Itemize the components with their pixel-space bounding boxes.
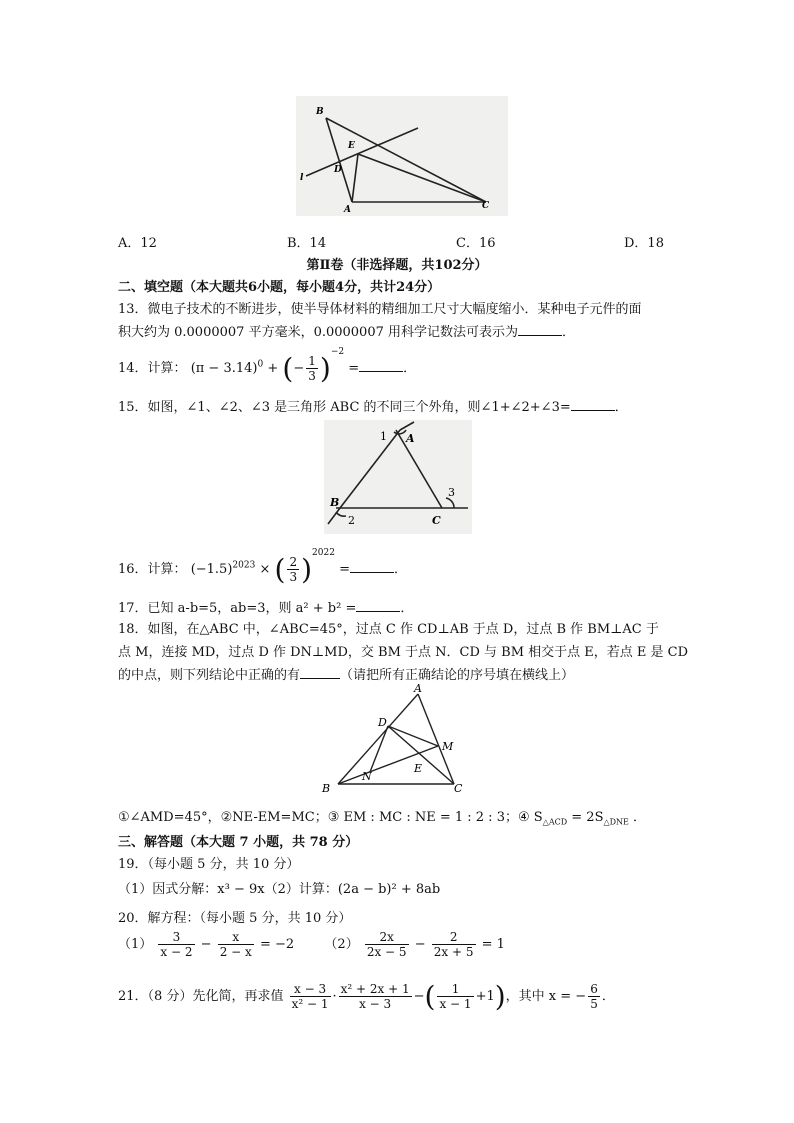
q21-end: ． [601,989,615,1004]
fig3-label-n: N [362,770,372,783]
q18-line3 [118,664,574,683]
q20-e1-n1: 3 [158,930,194,945]
q20-e2-label: （2） [324,937,359,952]
q17-answer-blank[interactable] [356,599,400,612]
q14-paren-right: ) [319,352,331,385]
q19-parts [118,878,440,897]
q18-line2: 点 M，连接 MD，过点 D 作 DN⊥MD，交 BM 于点 N．CD 与 BM 相交于点 E，若点 E 是 CD [118,645,689,660]
q18-answer-blank[interactable] [300,666,340,679]
q17-text: 17．已知 a-b=5，ab=3，则 a² + b² = [118,601,357,616]
q20-e1-frac1 [158,930,194,959]
q21-plus1: +1 [475,989,495,1004]
q16-times: × [259,562,271,577]
fig1-label-e: E [348,141,355,151]
q21-frac1 [290,982,331,1011]
q17-end: ． [400,601,414,616]
q13-line1: 13．微电子技术的不断进步，使半导体材料的精细加工尺寸大幅度缩小．某种电子元件的面 [118,302,642,317]
fig1-label-d: D [334,165,342,175]
q20-e1-n2: x [218,930,254,945]
q21-f2d: x − 3 [359,997,392,1011]
q21-f3n: 1 [437,982,473,997]
q14-answer-blank[interactable] [359,359,403,372]
q21-f2n: x² + 2x + 1 [340,982,410,996]
q21-minus: − [413,989,425,1004]
q14-end: ． [403,361,417,376]
q19-p2: (2a − b)² + 8ab [337,882,441,897]
fig2-label-b: B [330,496,340,509]
q21 [118,980,615,1013]
q20-e2-rhs: = 1 [481,937,505,952]
q18-conclusions [118,806,646,827]
figure-q15 [324,420,472,534]
q13-end: ． [562,325,576,340]
q16-answer-blank[interactable] [350,560,394,573]
q14-plus: + [267,361,279,376]
q16-exp1: 2023 [232,560,256,571]
q20-equations [118,930,505,959]
fig1-label-c: C [482,201,490,211]
fig2-label-c: C [432,514,441,527]
q16-fraction [287,555,299,584]
q15-text: 15．如图，∠1、∠2、∠3 是三角形 ABC 的不同三个外角，则∠1+∠2+∠3= [118,400,571,415]
q15 [118,396,628,415]
q14-prefix: 14．计算： [118,361,187,376]
q20-e1-frac2 [218,930,254,959]
q16-end: ． [393,562,407,577]
q16-eq: = [339,562,350,577]
q20-e2-minus: − [414,937,426,952]
q18-line1: 18．如图，在△ABC 中，∠ABC=45°，过点 C 作 CD⊥AB 于点 D，过点 B 作 BM⊥AC 于 [118,622,659,637]
q21-f1d: x² − 1 [291,997,329,1011]
q13-answer-blank[interactable] [518,323,562,336]
q18-mid: = 2S [567,810,604,825]
q12-option-a: A．12 [118,236,157,251]
q13-text: 积大约为 0.0000007 平方毫米，0.0000007 用科学记数法可表示为 [118,325,518,340]
fig1-label-l: l [300,173,304,183]
fig3-label-e: E [414,762,423,775]
q20-e2-frac2 [432,930,476,959]
q20-title: 20．解方程：（每小题 5 分，共 10 分） [118,911,352,926]
q14-eq: = [348,361,360,376]
q16-paren-left: ( [274,553,286,586]
q18-text3a: 的中点，则下列结论中正确的有 [118,668,301,683]
q16 [118,548,407,586]
q19-p1: （1）因式分解：x³ − 9x（2）计算： [118,882,338,897]
q12-option-d: D．18 [624,236,664,251]
q20-e2-d2: 2x + 5 [433,945,474,959]
q21-prefix: 21．（8 分）先化简，再求值 [118,989,284,1004]
q20-e1-label: （1） [118,937,153,952]
q16-paren-right: ) [301,553,313,586]
section2-heading: 二、填空题（本大题共6小题，每小题4分，共计24分） [118,280,441,295]
q16-exp2: 2022 [312,548,335,558]
q16-prefix: 16．计算： [118,562,187,577]
fig3-label-b: B [322,782,331,795]
fig3-label-d: D [378,716,387,729]
fig3-label-a: A [414,684,422,695]
fig2-label-3: 3 [448,486,455,499]
q14-paren-left: ( [282,352,294,385]
q14-expr-a: (π − 3.14) [190,361,258,376]
part2-title: 第Ⅱ卷（非选择题，共102分） [306,258,488,273]
q15-answer-blank[interactable] [571,398,615,411]
q14-exp-a: 0 [257,359,264,370]
q21-vd: 5 [590,997,598,1011]
q21-paren-left: ( [424,980,436,1013]
q18-sub2: △DNE [603,817,629,827]
q20-e2-d1: 2x − 5 [366,945,407,959]
q17 [118,597,413,616]
fig1-label-a: A [344,205,351,215]
q21-dot: · [332,989,337,1004]
q14-fraction [306,354,318,383]
fig2-label-2: 2 [348,514,355,527]
q20-e1-minus: − [200,937,212,952]
q20-e2-n1: 2x [365,930,409,945]
q14-neg: − [293,361,305,376]
figure-q12 [296,96,508,216]
q21-frac2 [339,982,412,1011]
q21-f3d: x − 1 [439,997,472,1011]
fig1-label-b: B [316,107,324,117]
q12-option-b: B．14 [287,236,327,251]
q20-e2-frac1 [365,930,409,959]
q19-title: 19．（每小题 5 分，共 10 分） [118,857,300,872]
q12-option-c: C．16 [456,236,496,251]
fig2-label-a: A [406,432,415,445]
q15-end: ． [614,400,628,415]
fig3-label-m: M [442,740,454,753]
q13-line2 [118,321,575,340]
section3-heading: 三、解答题（本大题 7 小题，共 78 分） [118,835,359,850]
q14-exp-b: −2 [330,347,345,357]
q21-vn: 6 [590,982,598,996]
q21-value [588,982,600,1011]
q18-text3b: （请把所有正确结论的序号填在横线上） [340,668,575,683]
q20-e2-n2: 2 [432,930,476,945]
q14-den: 3 [308,369,316,383]
q14 [118,347,416,385]
q14-num: 1 [308,354,316,368]
q21-where: ，其中 x = − [505,989,587,1004]
q18-end: ． [628,810,647,825]
q21-f1n: x − 3 [290,982,331,997]
q18-conclusions-text: ①∠AMD=45°，②NE-EM=MC；③ EM : MC : NE = 1 : 2 : 3；④ S [118,810,543,825]
q16-base: (−1.5) [190,562,233,577]
q18-sub1: △ACD [542,817,568,827]
q21-frac3 [437,982,473,1011]
q20-e1-rhs: = −2 [259,937,295,952]
q20-e1-d2: 2 − x [219,945,252,959]
fig2-label-1: 1 [380,430,387,443]
q16-num: 2 [289,555,298,569]
figure-q18 [316,684,474,796]
q21-paren-right: ) [494,980,506,1013]
q16-den: 3 [289,570,298,584]
fig3-label-c: C [454,782,463,795]
q20-e1-d1: x − 2 [160,945,193,959]
